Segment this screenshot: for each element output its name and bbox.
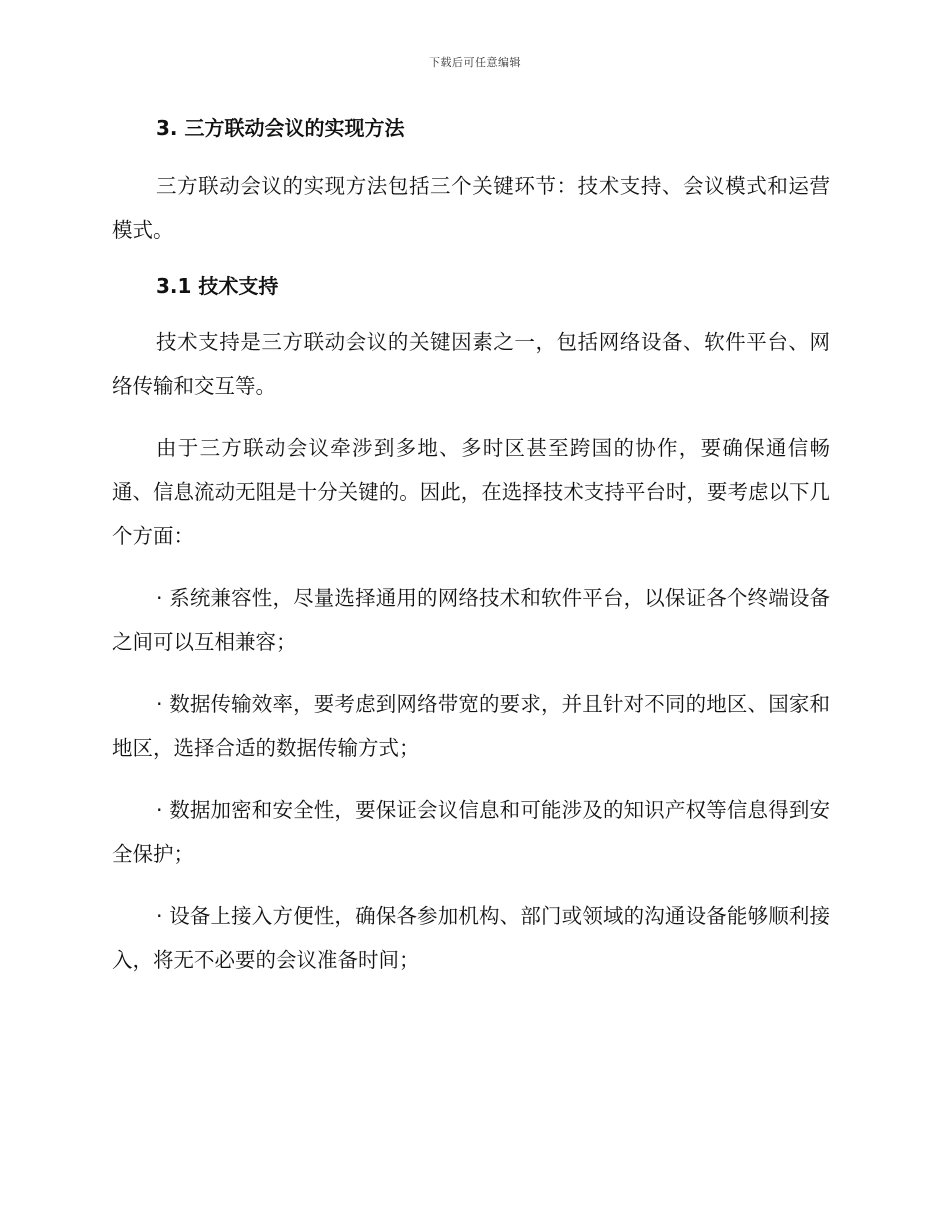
bullet-item: · 系统兼容性，尽量选择通用的网络技术和软件平台，以保证各个终端设备之间可以互相兼容； xyxy=(112,586,830,654)
section-intro-paragraph: 三方联动会议的实现方法包括三个关键环节：技术支持、会议模式和运营模式。 xyxy=(112,174,830,242)
section-heading: 3. 三方联动会议的实现方法 xyxy=(156,116,405,140)
subsection-heading: 3.1 技术支持 xyxy=(156,274,279,298)
paragraph: 由于三方联动会议牵涉到多地、多时区甚至跨国的协作，要确保通信畅通、信息流动无阻是十分关键的。因此，在选择技术支持平台时，要考虑以下几个方面： xyxy=(112,436,830,548)
document-body xyxy=(112,112,830,1000)
header-note: 下载后可任意编辑 xyxy=(429,56,521,69)
bullet-item: · 数据加密和安全性，要保证会议信息和可能涉及的知识产权等信息得到安全保护； xyxy=(112,798,830,866)
bullet-item: · 设备上接入方便性，确保各参加机构、部门或领域的沟通设备能够顺利接入，将无不必要的会议准备时间； xyxy=(112,904,830,972)
bullet-item: · 数据传输效率，要考虑到网络带宽的要求，并且针对不同的地区、国家和地区，选择合适的数据传输方式； xyxy=(112,692,830,760)
paragraph: 技术支持是三方联动会议的关键因素之一，包括网络设备、软件平台、网络传输和交互等。 xyxy=(112,330,830,398)
